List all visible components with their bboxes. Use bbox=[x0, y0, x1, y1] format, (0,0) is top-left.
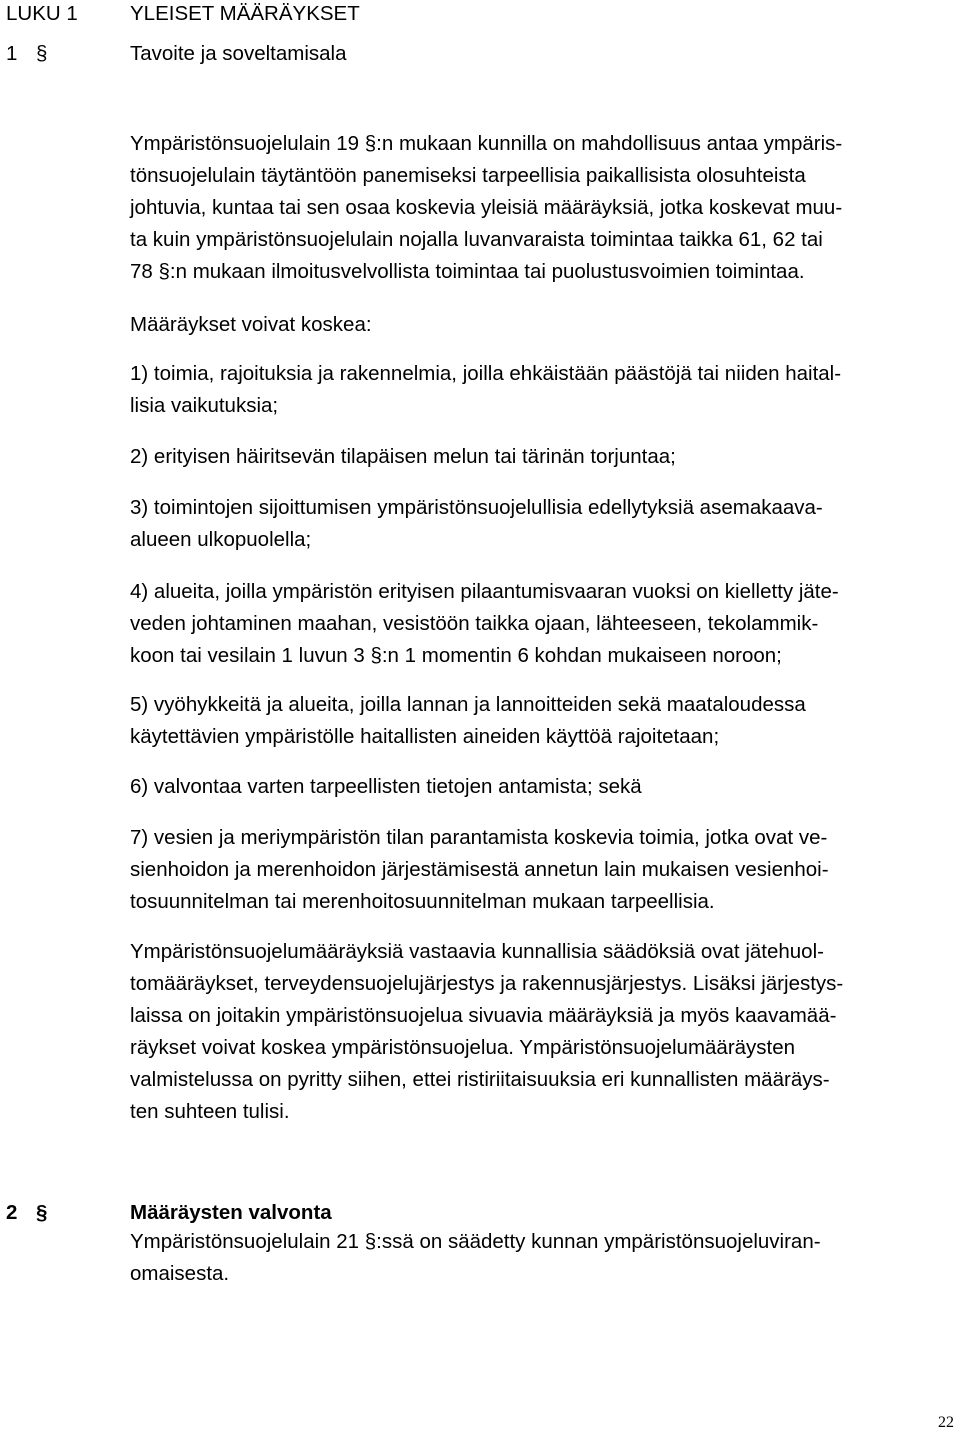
text-line: Ympäristönsuojelulain 21 §:ssä on säädetty kunnan ympäristönsuojeluviran- bbox=[130, 1230, 821, 1253]
text-line: 1) toimia, rajoituksia ja rakennelmia, joilla ehkäistään päästöjä tai niiden haital- bbox=[130, 362, 842, 385]
text-line: 7) vesien ja meriympäristön tilan parantamista koskevia toimia, jotka ovat ve- bbox=[130, 826, 828, 849]
chapter-title: YLEISET MÄÄRÄYKSET bbox=[130, 2, 360, 25]
text-line: Määräykset voivat koskea: bbox=[130, 313, 372, 336]
closing-paragraph bbox=[130, 936, 930, 1128]
text-line: tomääräykset, terveydensuojelujärjestys ja rakennusjärjestys. Lisäksi järjestys- bbox=[130, 972, 844, 995]
text-line: tönsuojelulain täytäntöön panemiseksi tarpeellisia paikallisista olosuhteista bbox=[130, 164, 806, 187]
section-title: Tavoite ja soveltamisala bbox=[130, 42, 347, 65]
section-number: 2 bbox=[6, 1201, 18, 1224]
list-item bbox=[130, 492, 930, 556]
page-number: 22 bbox=[938, 1414, 954, 1431]
chapter-label: LUKU 1 bbox=[6, 2, 78, 25]
section-body bbox=[130, 1226, 930, 1290]
text-line: käytettävien ympäristölle haitallisten aineiden käyttöä rajoitetaan; bbox=[130, 725, 720, 748]
section-symbol: § bbox=[36, 42, 48, 65]
text-line: räykset voivat koskea ympäristönsuojelua. Ympäristönsuojelumääräysten bbox=[130, 1036, 796, 1059]
section-title: Määräysten valvonta bbox=[130, 1201, 332, 1224]
text-line: omaisesta. bbox=[130, 1262, 230, 1285]
list-item bbox=[130, 689, 930, 753]
list-item bbox=[130, 441, 930, 473]
text-line: sienhoidon ja merenhoidon järjestämisestä annetun lain mukaisen vesienhoi- bbox=[130, 858, 829, 881]
list-item bbox=[130, 576, 930, 672]
text-line: lisia vaikutuksia; bbox=[130, 394, 279, 417]
text-line: 2) erityisen häiritsevän tilapäisen melun tai tärinän torjuntaa; bbox=[130, 445, 676, 468]
section-number: 1 bbox=[6, 42, 18, 65]
text-line: 78 §:n mukaan ilmoitusvelvollista toimintaa tai puolustusvoimien toimintaa. bbox=[130, 260, 805, 283]
intro-paragraph bbox=[130, 128, 930, 288]
list-item bbox=[130, 771, 930, 803]
text-line: Ympäristönsuojelulain 19 §:n mukaan kunnilla on mahdollisuus antaa ympäris- bbox=[130, 132, 843, 155]
section-symbol: § bbox=[36, 1201, 48, 1224]
text-line: alueen ulkopuolella; bbox=[130, 528, 312, 551]
text-line: koon tai vesilain 1 luvun 3 §:n 1 momentin 6 kohdan mukaiseen noroon; bbox=[130, 644, 782, 667]
text-line: valmistelussa on pyritty siihen, ettei ristiriitaisuuksia eri kunnallisten määräys- bbox=[130, 1068, 830, 1091]
text-line: 4) alueita, joilla ympäristön erityisen pilaantumisvaaran vuoksi on kielletty jäte- bbox=[130, 580, 839, 603]
list-item bbox=[130, 822, 930, 918]
list-item bbox=[130, 358, 930, 422]
text-line: ten suhteen tulisi. bbox=[130, 1100, 290, 1123]
lead-text bbox=[130, 309, 930, 341]
text-line: Ympäristönsuojelumääräyksiä vastaavia kunnallisia säädöksiä ovat jätehuol- bbox=[130, 940, 824, 963]
text-line: 6) valvontaa varten tarpeellisten tietojen antamista; sekä bbox=[130, 775, 642, 798]
text-line: tosuunnitelman tai merenhoitosuunnitelman mukaan tarpeellisia. bbox=[130, 890, 715, 913]
text-line: johtuvia, kuntaa tai sen osaa koskevia yleisiä määräyksiä, jotka koskevat muu- bbox=[130, 196, 843, 219]
text-line: ta kuin ympäristönsuojelulain nojalla luvanvaraista toimintaa taikka 61, 62 tai bbox=[130, 228, 823, 251]
text-line: veden johtaminen maahan, vesistöön taikka ojaan, lähteeseen, tekolammik- bbox=[130, 612, 819, 635]
text-line: 3) toimintojen sijoittumisen ympäristönsuojelullisia edellytyksiä asemakaava- bbox=[130, 496, 823, 519]
text-line: laissa on joitakin ympäristönsuojelua sivuavia määräyksiä ja myös kaavamää- bbox=[130, 1004, 837, 1027]
text-line: 5) vyöhykkeitä ja alueita, joilla lannan ja lannoitteiden sekä maataloudessa bbox=[130, 693, 806, 716]
